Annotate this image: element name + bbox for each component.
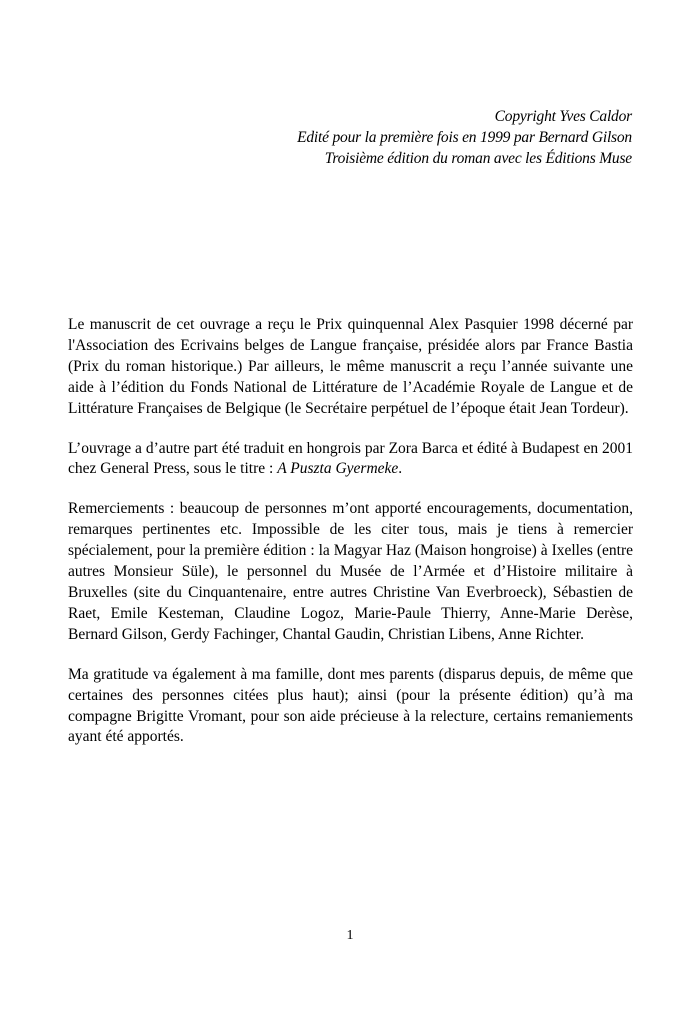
translation-text: L’ouvrage a d’autre part été traduit en hongrois par Zora Barca et édité à Budapest en 2001 chez General Press, sous le titre : [68,439,633,478]
copyright-line: Copyright Yves Caldor [494,108,632,125]
copyright-header [297,106,632,169]
translation-paragraph [68,439,633,481]
hungarian-title: A Puszta Gyermeke [277,460,399,478]
prize-paragraph: Le manuscrit de cet ouvrage a reçu le Prix quinquennal Alex Pasquier 1998 décerné par l'Association des Ecrivains belges de Langue française, présidée alors par France Bastia (Prix du roman historique.) Par ailleurs, le même manuscrit a reçu l’année suivante une aide à l’édition du Fonds National de Littérature de l’Académie Royale de Langue et de Littérature Françaises de Belgique (le Secrétaire perpétuel de l’époque était Jean Tordeur). [68,316,633,417]
translation-end: . [398,460,403,478]
gratitude-paragraph: Ma gratitude va également à ma famille, dont mes parents (disparus depuis, de même que certaines des personnes citées plus haut); ainsi (pour la présente édition) qu’à ma compagne Brigitte Vromant, pour son aide précieuse à la relecture, certains remaniements ayant été apportés. [68,665,633,746]
first-edition-line: Edité pour la première fois en 1999 par Bernard Gilson [297,129,632,146]
third-edition-line: Troisième édition du roman avec les Éditions Muse [324,150,632,167]
main-text [68,315,633,767]
acknowledgements-paragraph: Remerciements : beaucoup de personnes m’ont apporté encouragements, documentation, remarques pertinentes etc. Impossible de les citer tous, mais je tiens à remercier spécialement, pour la première édition : la Magyar Haz (Maison hongroise) à Ixelles (entre autres Monsieur Süle), le personnel du Musée de l’Armée et d’Histoire militaire à Bruxelles (site du Cinquantenaire, entre autres Christine Van Everbroeck), Sébastien de Raet, Emile Kesteman, Claudine Logoz, Marie-Paule Thierry, Anne-Marie Derèse, Bernard Gilson, Gerdy Fachinger, Chantal Gaudin, Christian Libens, Anne Richter. [68,500,633,643]
page-number: 1 [346,928,354,943]
